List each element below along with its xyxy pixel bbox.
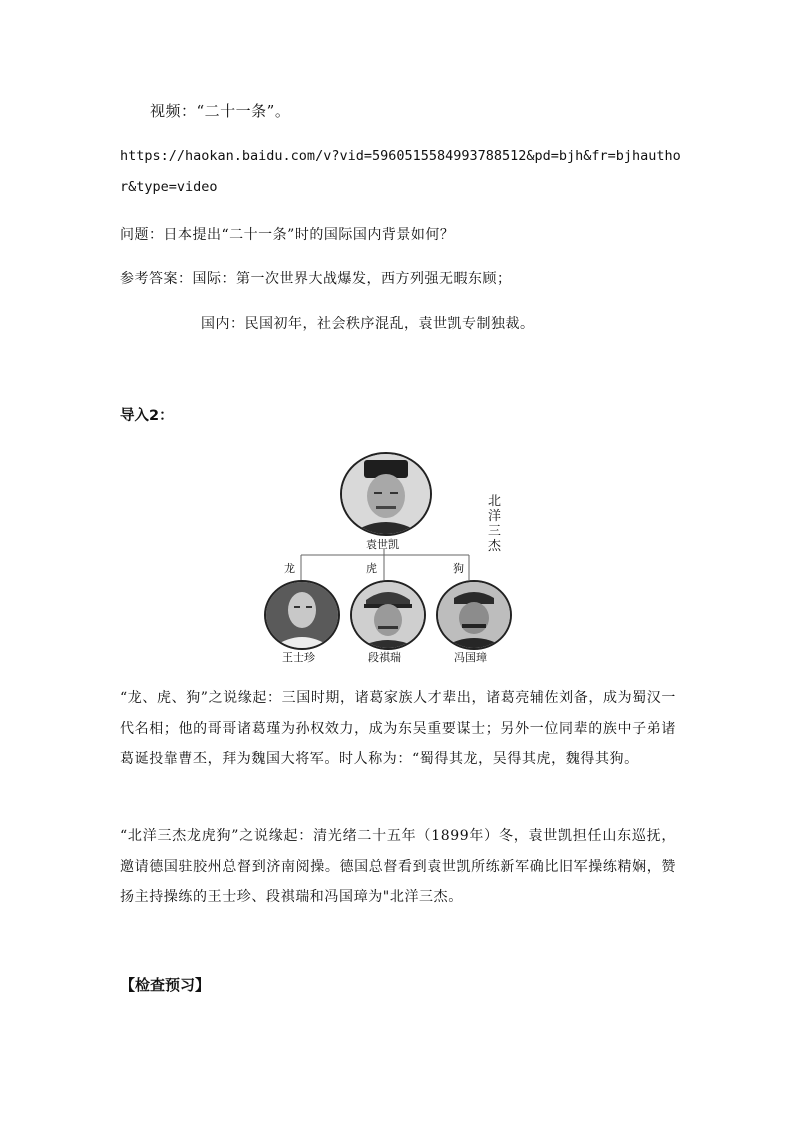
portrait-feng-guozhang: [436, 580, 512, 650]
paragraph-origin-beiyang: “北洋三杰龙虎狗”之说缘起：清光绪二十五年（1899年）冬，袁世凯担任山东巡抚，邀请德国驻胶州总督到济南阅操。德国总督看到袁世凯所练新军确比旧军操练精娴，赞扬主持操练的王士珍、段祺瑞和冯国璋为"北洋三杰。: [120, 828, 676, 905]
beiyang-figure: [258, 448, 528, 666]
intro2-heading: 导入2：: [120, 408, 174, 424]
label-feng-guozhang: 冯国璋: [454, 651, 487, 664]
video-url-line2[interactable]: r&type=video: [120, 179, 218, 195]
portrait-duan-qirui: [350, 580, 426, 650]
label-duan-qirui: 段祺瑞: [368, 651, 401, 664]
label-yuan-shikai: 袁世凯: [366, 538, 399, 551]
question-text: 问题：日本提出“二十一条”时的国际国内背景如何？: [120, 227, 455, 243]
label-wang-shizhen: 王士珍: [282, 651, 315, 664]
label-dragon: 龙: [284, 562, 295, 575]
label-tiger: 虎: [366, 562, 377, 575]
vertical-title: 北洋三杰: [488, 494, 502, 554]
portrait-wang-shizhen: [264, 580, 340, 650]
answer-domestic: 国内：民国初年，社会秩序混乱，袁世凯专制独裁。: [201, 316, 535, 332]
paragraph-origin-dragon-tiger-dog: “龙、虎、狗”之说缘起：三国时期，诸葛家族人才辈出，诸葛亮辅佐刘备，成为蜀汉一代名相；他的哥哥诸葛瑾为孙权效力，成为东吴重要谋士；另外一位同辈的族中子弟诸葛诞投靠曹丕，拜为魏国大将军。时人称为：“蜀得其龙，吴得其虎，魏得其狗。: [120, 690, 676, 767]
label-dog: 狗: [453, 562, 464, 575]
video-url-line1[interactable]: https://haokan.baidu.com/v?vid=5960515584993788512&pd=bjh&fr=bjhautho: [120, 148, 681, 164]
answer-international: 参考答案：国际：第一次世界大战爆发，西方列强无暇东顾；: [120, 271, 512, 287]
section-heading-preview-check: 【检查预习】: [120, 976, 211, 994]
video-line: 视频：“二十一条”。: [150, 102, 291, 120]
